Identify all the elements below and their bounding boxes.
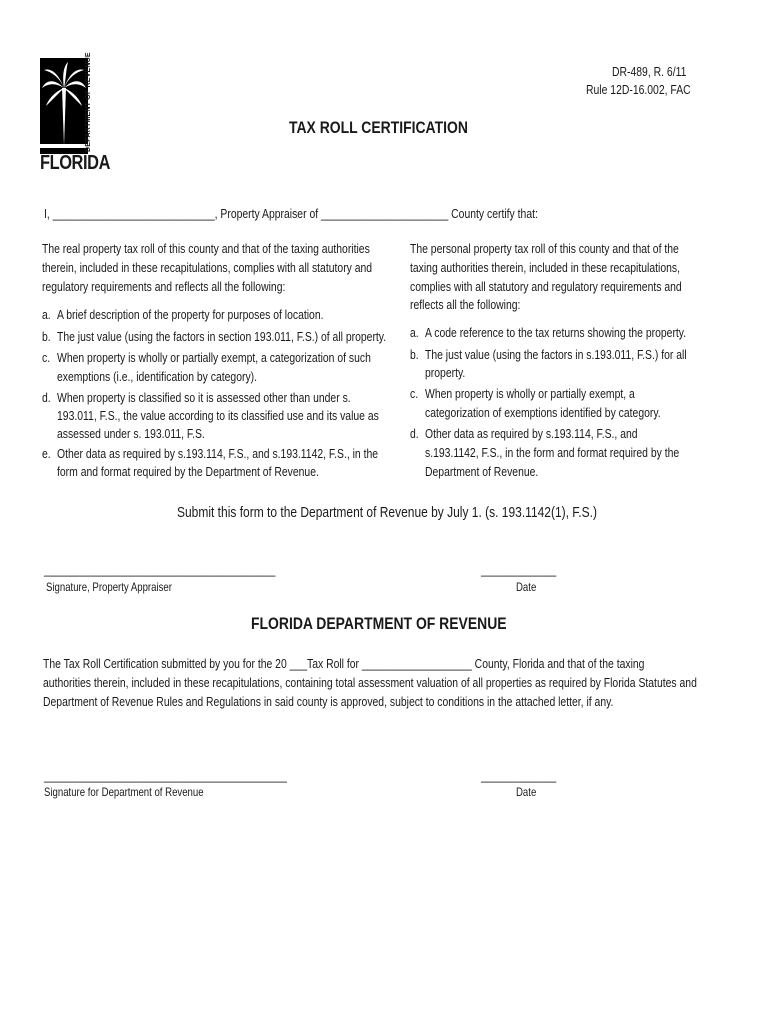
list-item-text: The just value (using the factors in s.193.011, F.S.) for all [425,347,687,362]
dor-date-label: Date [516,785,537,799]
section-title: FLORIDA DEPARTMENT OF REVENUE [251,614,507,633]
left-intro-line: therein, included in these recapitulations, complies with all statutory and [42,260,373,275]
right-intro-line: The personal property tax roll of this county and that of the [410,241,679,256]
dor-signature-line[interactable]: __________________________________________ [44,768,287,783]
appraiser-signature-line[interactable]: ________________________________________ [44,562,276,577]
county-name-field[interactable]: ______________________ [321,206,449,221]
right-intro-line: reflects all the following: [410,297,521,312]
list-item: c. [42,350,51,365]
list-item-text: exemptions (i.e., identification by category). [57,369,258,384]
right-intro-line: complies with all statutory and regulatory requirements and [410,279,682,294]
dor-date-line[interactable]: _____________ [481,768,557,783]
rule-reference: Rule 12D-16.002, FAC [586,82,691,97]
list-item: a. [42,307,51,322]
certify-suffix: County certify that: [451,206,538,221]
approval-text-line: authorities therein, included in these recapitulations, containing total assessment valuation of all properties as required by Florida Statutes and [43,675,697,690]
certify-prefix: I, [44,206,50,221]
left-intro-line: The real property tax roll of this county and that of the taxing authorities [42,241,370,256]
logo-wordmark: FLORIDA [40,152,111,174]
approval-text-line: Department of Revenue Rules and Regulations in said county is approved, subject to conditions in the attached letter, if any. [43,694,614,709]
appraiser-signature-label: Signature, Property Appraiser [46,580,172,594]
page-title: TAX ROLL CERTIFICATION [289,118,468,137]
list-item-text: A brief description of the property for purposes of location. [57,307,324,322]
certify-line [44,206,538,221]
list-item: c. [410,386,419,401]
list-item-text: When property is classified so it is assessed other than under s. [57,390,351,405]
list-item-text: When property is wholly or partially exempt, a [425,386,635,401]
appraiser-date-label: Date [516,580,537,594]
approval-text-line: The Tax Roll Certification submitted by you for the 20 ___Tax Roll for ___________________ County, Florida and that of the taxing [43,656,645,671]
submit-note: Submit this form to the Department of Revenue by July 1. (s. 193.1142(1), F.S.) [177,504,597,521]
list-item-text: The just value (using the factors in section 193.011, F.S.) of all property. [57,329,387,344]
list-item: b. [410,347,419,362]
appraiser-name-field[interactable]: ____________________________ [52,206,215,221]
certify-middle: , Property Appraiser of [214,206,319,221]
list-item-text: categorization of exemptions identified by category. [425,405,661,420]
logo-side-text: DEPARTMENT OF REVENUE [85,52,92,152]
list-item: d. [42,390,51,405]
right-intro-line: taxing authorities therein, included in these recapitulations, [410,260,680,275]
list-item-text: property. [425,365,466,380]
dor-signature-label: Signature for Department of Revenue [44,785,204,799]
list-item-text: form and format required by the Department of Revenue. [57,464,319,479]
list-item: e. [42,446,51,461]
list-item-text: Other data as required by s.193.114, F.S., and [425,426,638,441]
left-intro-line: regulatory requirements and reflects all the following: [42,279,286,294]
list-item: a. [410,325,419,340]
list-item: b. [42,329,51,344]
list-item-text: s.193.1142, F.S., in the form and format required by the [425,445,680,460]
appraiser-date-line[interactable]: _____________ [481,562,557,577]
list-item-text: assessed under s. 193.011, F.S. [57,426,205,441]
form-number: DR-489, R. 6/11 [612,64,687,79]
list-item-text: Other data as required by s.193.114, F.S., and s.193.1142, F.S., in the [57,446,379,461]
list-item-text: Department of Revenue. [425,464,539,479]
list-item-text: 193.011, F.S., the value according to its classified use and its value as [57,408,379,423]
list-item-text: When property is wholly or partially exempt, a categorization of such [57,350,371,365]
list-item-text: A code reference to the tax returns showing the property. [425,325,687,340]
list-item: d. [410,426,419,441]
